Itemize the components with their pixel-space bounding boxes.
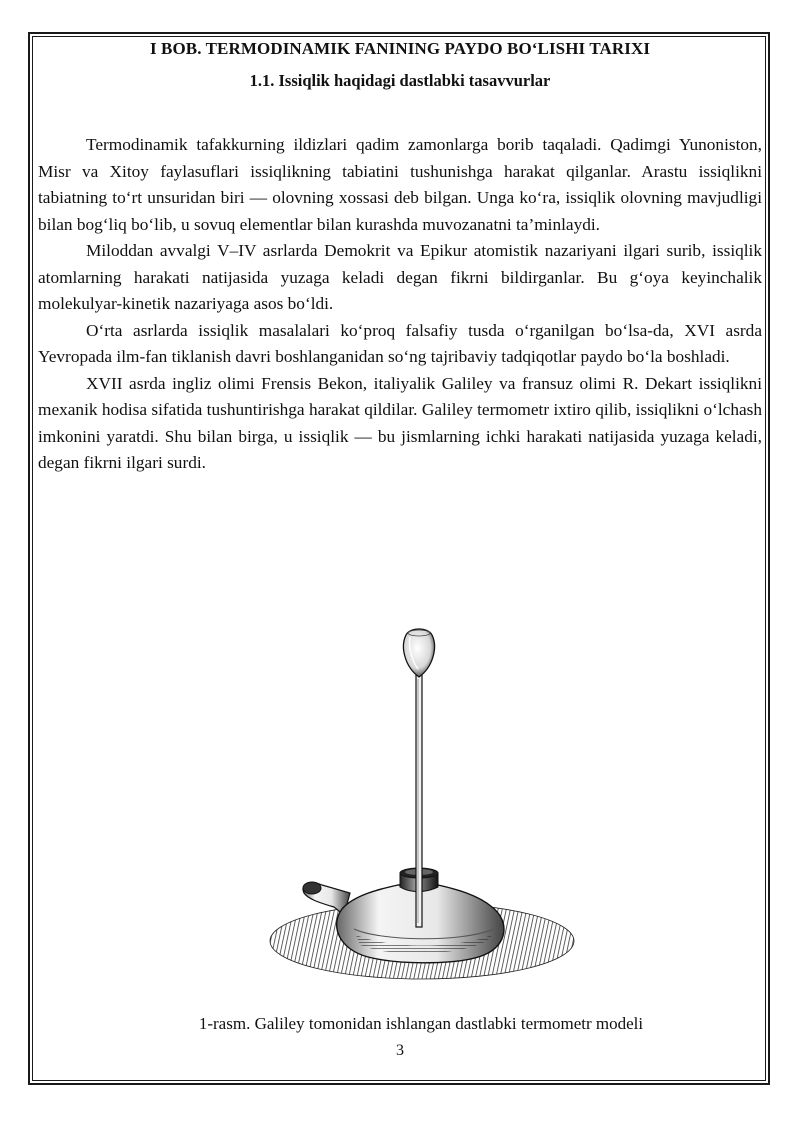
page-number: 3 (396, 1042, 404, 1059)
chapter-title: I BOB. TERMODINAMIK FANINING PAYDO BO‘LISHI TARIXI (149, 39, 651, 58)
page-content (38, 36, 762, 477)
paragraph-2: Miloddan avvalgi V–IV asrlarda Demokrit va Epikur atomistik nazariyani ilgari surib, issiqlik atomlarning harakati natijasida yuzaga keladi degan fikrni bildirganlar. Bu g‘oya keyinchalik molekulyar-kinetik nazariyaga asos bo‘ldi. (38, 241, 762, 313)
paragraph-1: Termodinamik tafakkurning ildizlari qadim zamonlarga borib taqaladi. Qadimgi Yunoniston, Misr va Xitoy faylasuflari issiqlikning tabiatini tushunishga harakat qilganlar. Arastu issiqlikni tabiatning to‘rt unsuridan biri — olovning xossasi deb bilgan. Unga ko‘ra, issiqlik olovning mavjudligi bilan bog‘liq bo‘lib, u sovuq elementlar bilan kurashda muvozanatni ta’minlaydi. (38, 135, 762, 234)
paragraph-4: XVII asrda ingliz olimi Frensis Bekon, italiyalik Galiley va fransuz olimi R. Dekart issiqlikni mexanik hodisa sifatida tushuntirishga harakat qildilar. Galiley termometr ixtiro qilib, issiqlikni o‘lchash imkonini yaratdi. Shu bilan birga, u issiqlik — bu jismlarning ichki harakati natijasida yuzaga keladi, degan fikrni ilgari surdi. (38, 373, 762, 472)
thermoscope-illustration (260, 623, 580, 1008)
figure-caption: 1-rasm. Galiley tomonidan ishlangan dastlabki termometr modeli (198, 1014, 644, 1033)
paragraph-3: O‘rta asrlarda issiqlik masalalari ko‘proq falsafiy tusda o‘rganilgan bo‘lsa-da, XVI asrda Yevropada ilm-fan tiklanish davri boshlanganidan so‘ng tajribaviy tadqiqotlar paydo bo‘la boshladi. (38, 320, 762, 366)
section-title: 1.1. Issiqlik haqidagi dastlabki tasavvurlar (249, 71, 551, 90)
